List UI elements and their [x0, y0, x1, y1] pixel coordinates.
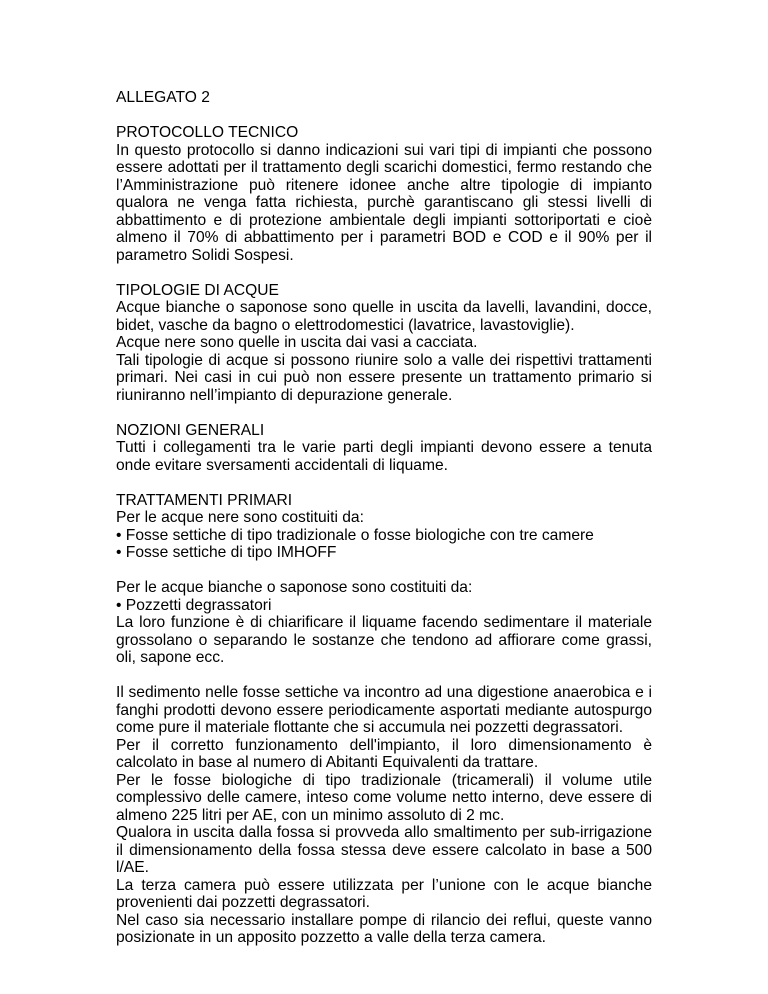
paragraph-line: provenienti dai pozzetti degrassatori. [116, 894, 370, 911]
paragraph-line: essere adottati per il trattamento degli scarichi domestici, fermo restando che [116, 159, 652, 176]
list-item: • Pozzetti degrassatori [116, 596, 272, 614]
paragraph-line: almeno 225 litri per AE, con un minimo assoluto di 2 mc. [116, 806, 505, 824]
paragraph-line: calcolato in base al numero di Abitanti Equivalenti da trattare. [116, 754, 539, 771]
section-tipologie [116, 282, 652, 405]
section-sedimento [116, 684, 652, 947]
paragraph-line: Acque nere sono quelle in uscita dai vasi a cacciata. [116, 334, 478, 351]
section-nozioni [116, 422, 652, 475]
list-item: • Fosse settiche di tipo tradizionale o fosse biologiche con tre camere [116, 526, 594, 544]
section-heading-nozioni: NOZIONI GENERALI [116, 421, 265, 439]
paragraph-line: l/AE. [116, 859, 149, 876]
paragraph-line: La terza camera può essere utilizzata per l’unione con le acque bianche [116, 876, 652, 894]
paragraph-line: qualora ne venga fatta richiesta, purchè garantiscano gli stessi livelli di [116, 194, 652, 211]
paragraph-line: l’Amministrazione può ritenere idonee anche altre tipologie di impianto [116, 176, 652, 194]
paragraph-line: fanghi prodotti devono essere periodicamente asportati mediante autospurgo [116, 701, 652, 719]
paragraph-line: Per le fosse biologiche di tipo tradizionale (tricamerali) il volume utile [116, 771, 652, 789]
paragraph-line: grossolano o separando le sostanze che tendono ad affiorare come grassi, [116, 631, 652, 649]
paragraph-line: posizionate in un apposito pozzetto a valle della terza camera. [116, 929, 546, 946]
paragraph-line: Qualora in uscita dalla fossa si provveda allo smaltimento per sub-irrigazione [116, 824, 652, 841]
paragraph-line: Acque bianche o saponose sono quelle in uscita da lavelli, lavandini, docce, [116, 299, 652, 316]
list-item: • Fosse settiche di tipo IMHOFF [116, 544, 337, 561]
paragraph-line: Tali tipologie di acque si possono riunire solo a valle dei rispettivi trattamenti [116, 351, 652, 369]
paragraph-line: onde evitare sversamenti accidentali di liquame. [116, 456, 448, 474]
paragraph-line: abbattimento e di protezione ambientale degli impianti sottoriportati e cioè [116, 211, 652, 229]
section-heading-protocollo: PROTOCOLLO TECNICO [116, 124, 299, 141]
paragraph-line: Nel caso sia necessario installare pompe di rilancio dei reflui, queste vanno [116, 911, 652, 929]
paragraph-line: Tutti i collegamenti tra le varie parti degli impianti devono essere a tenuta [116, 439, 652, 456]
paragraph-line: Per il corretto funzionamento dell'impianto, il loro dimensionamento è [116, 736, 652, 754]
paragraph-line: primari. Nei casi in cui può non essere presente un trattamento primario si [116, 369, 652, 386]
section-protocollo [116, 124, 652, 264]
allegato-label: ALLEGATO 2 [116, 89, 210, 106]
paragraph-line: il dimensionamento della fossa stessa deve essere calcolato in base a 500 [116, 841, 652, 859]
paragraph-line: come pure il materiale flottante che si accumula nei pozzetti degrassatori. [116, 719, 624, 736]
paragraph-line: riuniranno nell’impianto di depurazione generale. [116, 386, 453, 404]
paragraph-line: Per le acque nere sono costituiti da: [116, 509, 364, 526]
section-trattamenti [116, 492, 652, 667]
paragraph-line: almeno il 70% di abbattimento per i parametri BOD e COD e il 90% per il [116, 229, 652, 246]
paragraph-line: parametro Solidi Sospesi. [116, 246, 294, 264]
paragraph-line: In questo protocollo si danno indicazioni sui vari tipi di impianti che possono [116, 141, 652, 159]
paragraph-line: Il sedimento nelle fosse settiche va incontro ad una digestione anaerobica e i [116, 684, 652, 701]
paragraph-line: oli, sapone ecc. [116, 649, 225, 666]
paragraph-line: La loro funzione è di chiarificare il liquame facendo sedimentare il materiale [116, 614, 652, 631]
section-heading-trattamenti: TRATTAMENTI PRIMARI [116, 491, 293, 509]
paragraph-line: Per le acque bianche o saponose sono costituiti da: [116, 579, 473, 596]
paragraph-line: bidet, vasche da bagno o elettrodomestici (lavatrice, lavastoviglie). [116, 316, 575, 334]
paragraph-line: complessivo delle camere, inteso come volume netto interno, deve essere di [116, 789, 652, 806]
section-heading-tipologie: TIPOLOGIE DI ACQUE [116, 281, 279, 299]
